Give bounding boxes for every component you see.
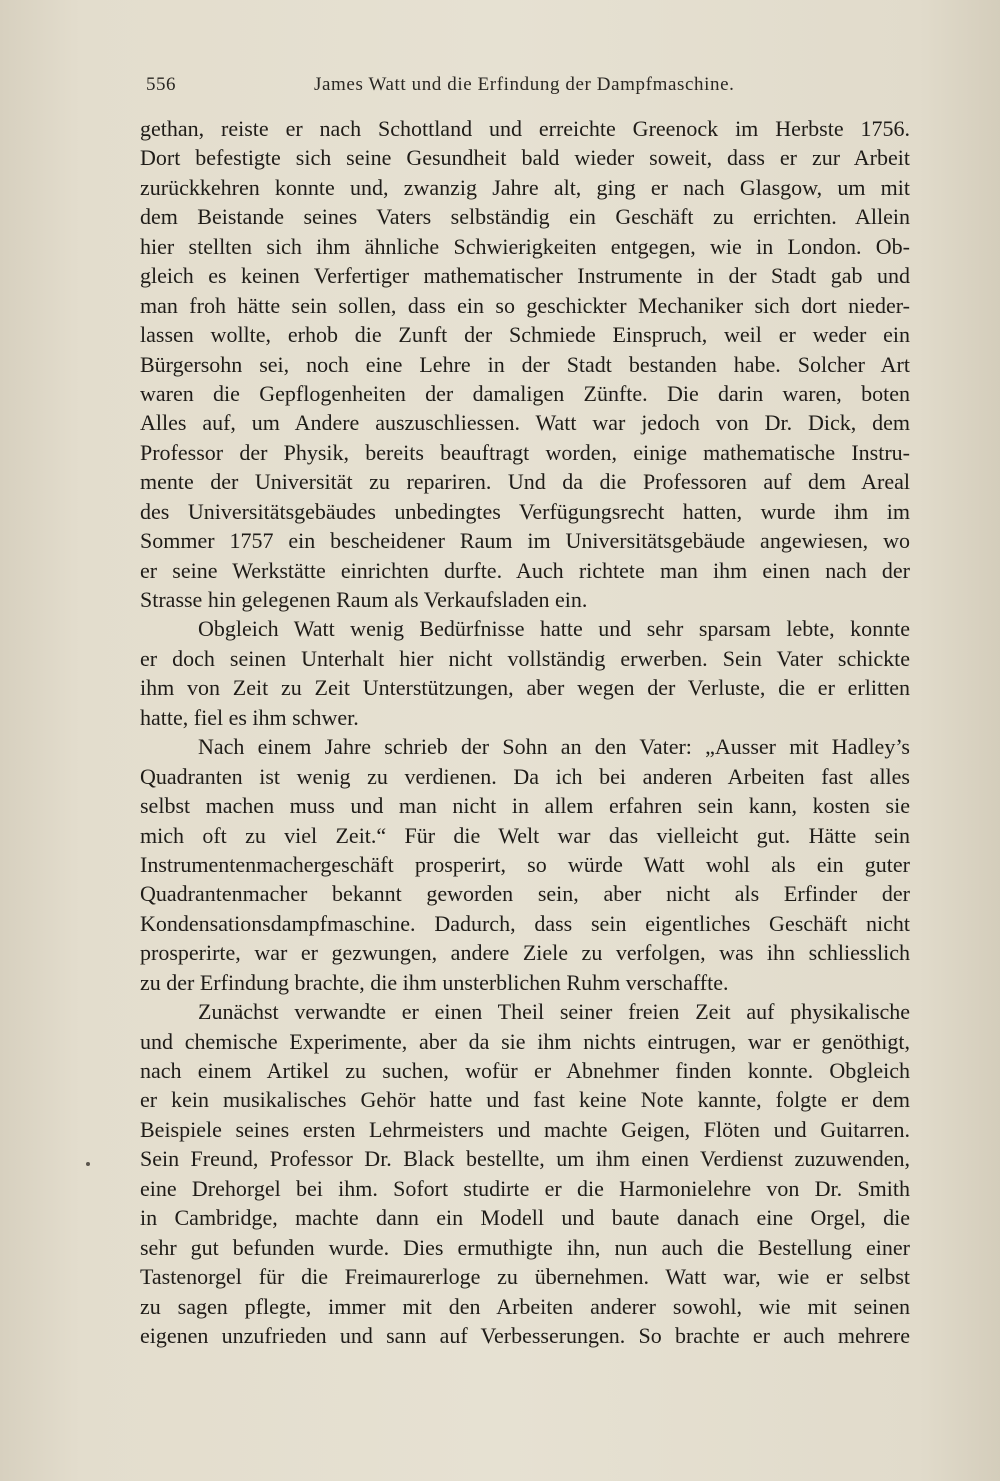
text-line: zurückkehren konnte und, zwanzig Jahre alt, ging er nach Glasgow, um mit bbox=[140, 174, 910, 200]
text-line: Kondensationsdampfmaschine. Dadurch, dass sein eigentliches Geschäft nicht bbox=[140, 910, 910, 936]
text-line: mich oft zu viel Zeit.“ Für die Welt war das vielleicht gut. Hätte sein bbox=[140, 822, 910, 848]
text-line: Sommer 1757 ein bescheidener Raum im Universitätsgebäude angewiesen, wo bbox=[140, 528, 910, 554]
text-line: prosperirte, war er gezwungen, andere Ziele zu verfolgen, was ihn schliesslich bbox=[140, 940, 910, 966]
text-line: Instrumentenmachergeschäft prosperirt, so würde Watt wohl als ein guter bbox=[140, 851, 910, 877]
text-line: dem Beistande seines Vaters selbständig ein Geschäft zu errichten. Allein bbox=[140, 204, 910, 230]
text-line: und chemische Experimente, aber da sie ihm nichts eintrugen, war er genöthigt, bbox=[140, 1028, 910, 1054]
text-line: gleich es keinen Verfertiger mathematischer Instrumente in der Stadt gab und bbox=[140, 263, 910, 289]
text-line: Quadranten ist wenig zu verdienen. Da ich bei anderen Arbeiten fast alles bbox=[140, 763, 910, 789]
text-line: des Universitätsgebäudes unbedingtes Verfügungsrecht hatten, wurde ihm im bbox=[140, 498, 910, 524]
text-line: Obgleich Watt wenig Bedürfnisse hatte und sehr sparsam lebte, konnte bbox=[198, 616, 910, 642]
text-line: Strasse hin gelegenen Raum als Verkaufsladen ein. bbox=[140, 587, 588, 612]
text-line: man froh hätte sein sollen, dass ein so geschickter Mechaniker sich dort nieder- bbox=[140, 292, 910, 318]
text-line: er doch seinen Unterhalt hier nicht vollständig erwerben. Sein Vater schickte bbox=[140, 645, 910, 671]
text-line: er seine Werkstätte einrichten durfte. Auch richtete man ihm einen nach der bbox=[140, 557, 910, 583]
text-line: zu sagen pflegte, immer mit den Arbeiten anderer sowohl, wie mit seinen bbox=[140, 1293, 910, 1319]
page-number: 556 bbox=[146, 74, 176, 95]
page-header bbox=[146, 74, 906, 100]
text-line: Beispiele seines ersten Lehrmeisters und machte Geigen, Flöten und Guitarren. bbox=[140, 1116, 910, 1142]
text-line: in Cambridge, machte dann ein Modell und baute danach eine Orgel, die bbox=[140, 1205, 910, 1231]
text-line: eine Drehorgel bei ihm. Sofort studirte er die Harmonielehre von Dr. Smith bbox=[140, 1175, 910, 1201]
scan-speck bbox=[86, 1162, 90, 1166]
text-line: Nach einem Jahre schrieb der Sohn an den Vater: „Ausser mit Hadley’s bbox=[198, 734, 910, 760]
text-line: lassen wollte, erhob die Zunft der Schmiede Einspruch, weil er weder ein bbox=[140, 322, 910, 348]
text-line: Alles auf, um Andere auszuschliessen. Watt war jedoch von Dr. Dick, dem bbox=[140, 410, 910, 436]
text-line: Professor der Physik, bereits beauftragt worden, einige mathematische Instru- bbox=[140, 439, 910, 465]
text-line: selbst machen muss und man nicht in allem erfahren sein kann, kosten sie bbox=[140, 793, 910, 819]
text-line: Quadrantenmacher bekannt geworden sein, aber nicht als Erfinder der bbox=[140, 881, 910, 907]
text-line: Zunächst verwandte er einen Theil seiner freien Zeit auf physikalische bbox=[198, 999, 910, 1025]
text-line: er kein musikalisches Gehör hatte und fast keine Note kannte, folgte er dem bbox=[140, 1087, 910, 1113]
text-line: hier stellten sich ihm ähnliche Schwierigkeiten entgegen, wie in London. Ob- bbox=[140, 233, 910, 259]
text-line: nach einem Artikel zu suchen, wofür er Abnehmer finden konnte. Obgleich bbox=[140, 1058, 910, 1083]
text-line: waren die Gepflogenheiten der damaligen Zünfte. Die darin waren, boten bbox=[140, 380, 910, 406]
text-line: hatte, fiel es ihm schwer. bbox=[140, 704, 359, 730]
text-line: sehr gut befunden wurde. Dies ermuthigte ihn, nun auch die Bestellung einer bbox=[140, 1234, 910, 1260]
text-line: eigenen unzufrieden und sann auf Verbesserungen. So brachte er auch mehrere bbox=[140, 1322, 910, 1348]
running-title: James Watt und die Erfindung der Dampfmaschine. bbox=[314, 74, 735, 95]
text-line: Dort befestigte sich seine Gesundheit bald wieder soweit, dass er zur Arbeit bbox=[140, 145, 910, 171]
text-line: Sein Freund, Professor Dr. Black bestellte, um ihm einen Verdienst zuzuwenden, bbox=[140, 1146, 910, 1172]
text-line: Tastenorgel für die Freimaurerloge zu übernehmen. Watt war, wie er selbst bbox=[140, 1264, 910, 1290]
text-line: mente der Universität zu repariren. Und da die Professoren auf dem Areal bbox=[140, 469, 910, 495]
body-text bbox=[140, 114, 910, 1350]
text-line: zu der Erfindung brachte, die ihm unsterblichen Ruhm verschaffte. bbox=[140, 969, 729, 995]
text-line: gethan, reiste er nach Schottland und erreichte Greenock im Herbste 1756. bbox=[140, 116, 910, 141]
text-line: Bürgersohn sei, noch eine Lehre in der Stadt bestanden habe. Solcher Art bbox=[140, 351, 910, 377]
text-line: ihm von Zeit zu Zeit Unterstützungen, aber wegen der Verluste, die er erlitten bbox=[140, 675, 910, 701]
